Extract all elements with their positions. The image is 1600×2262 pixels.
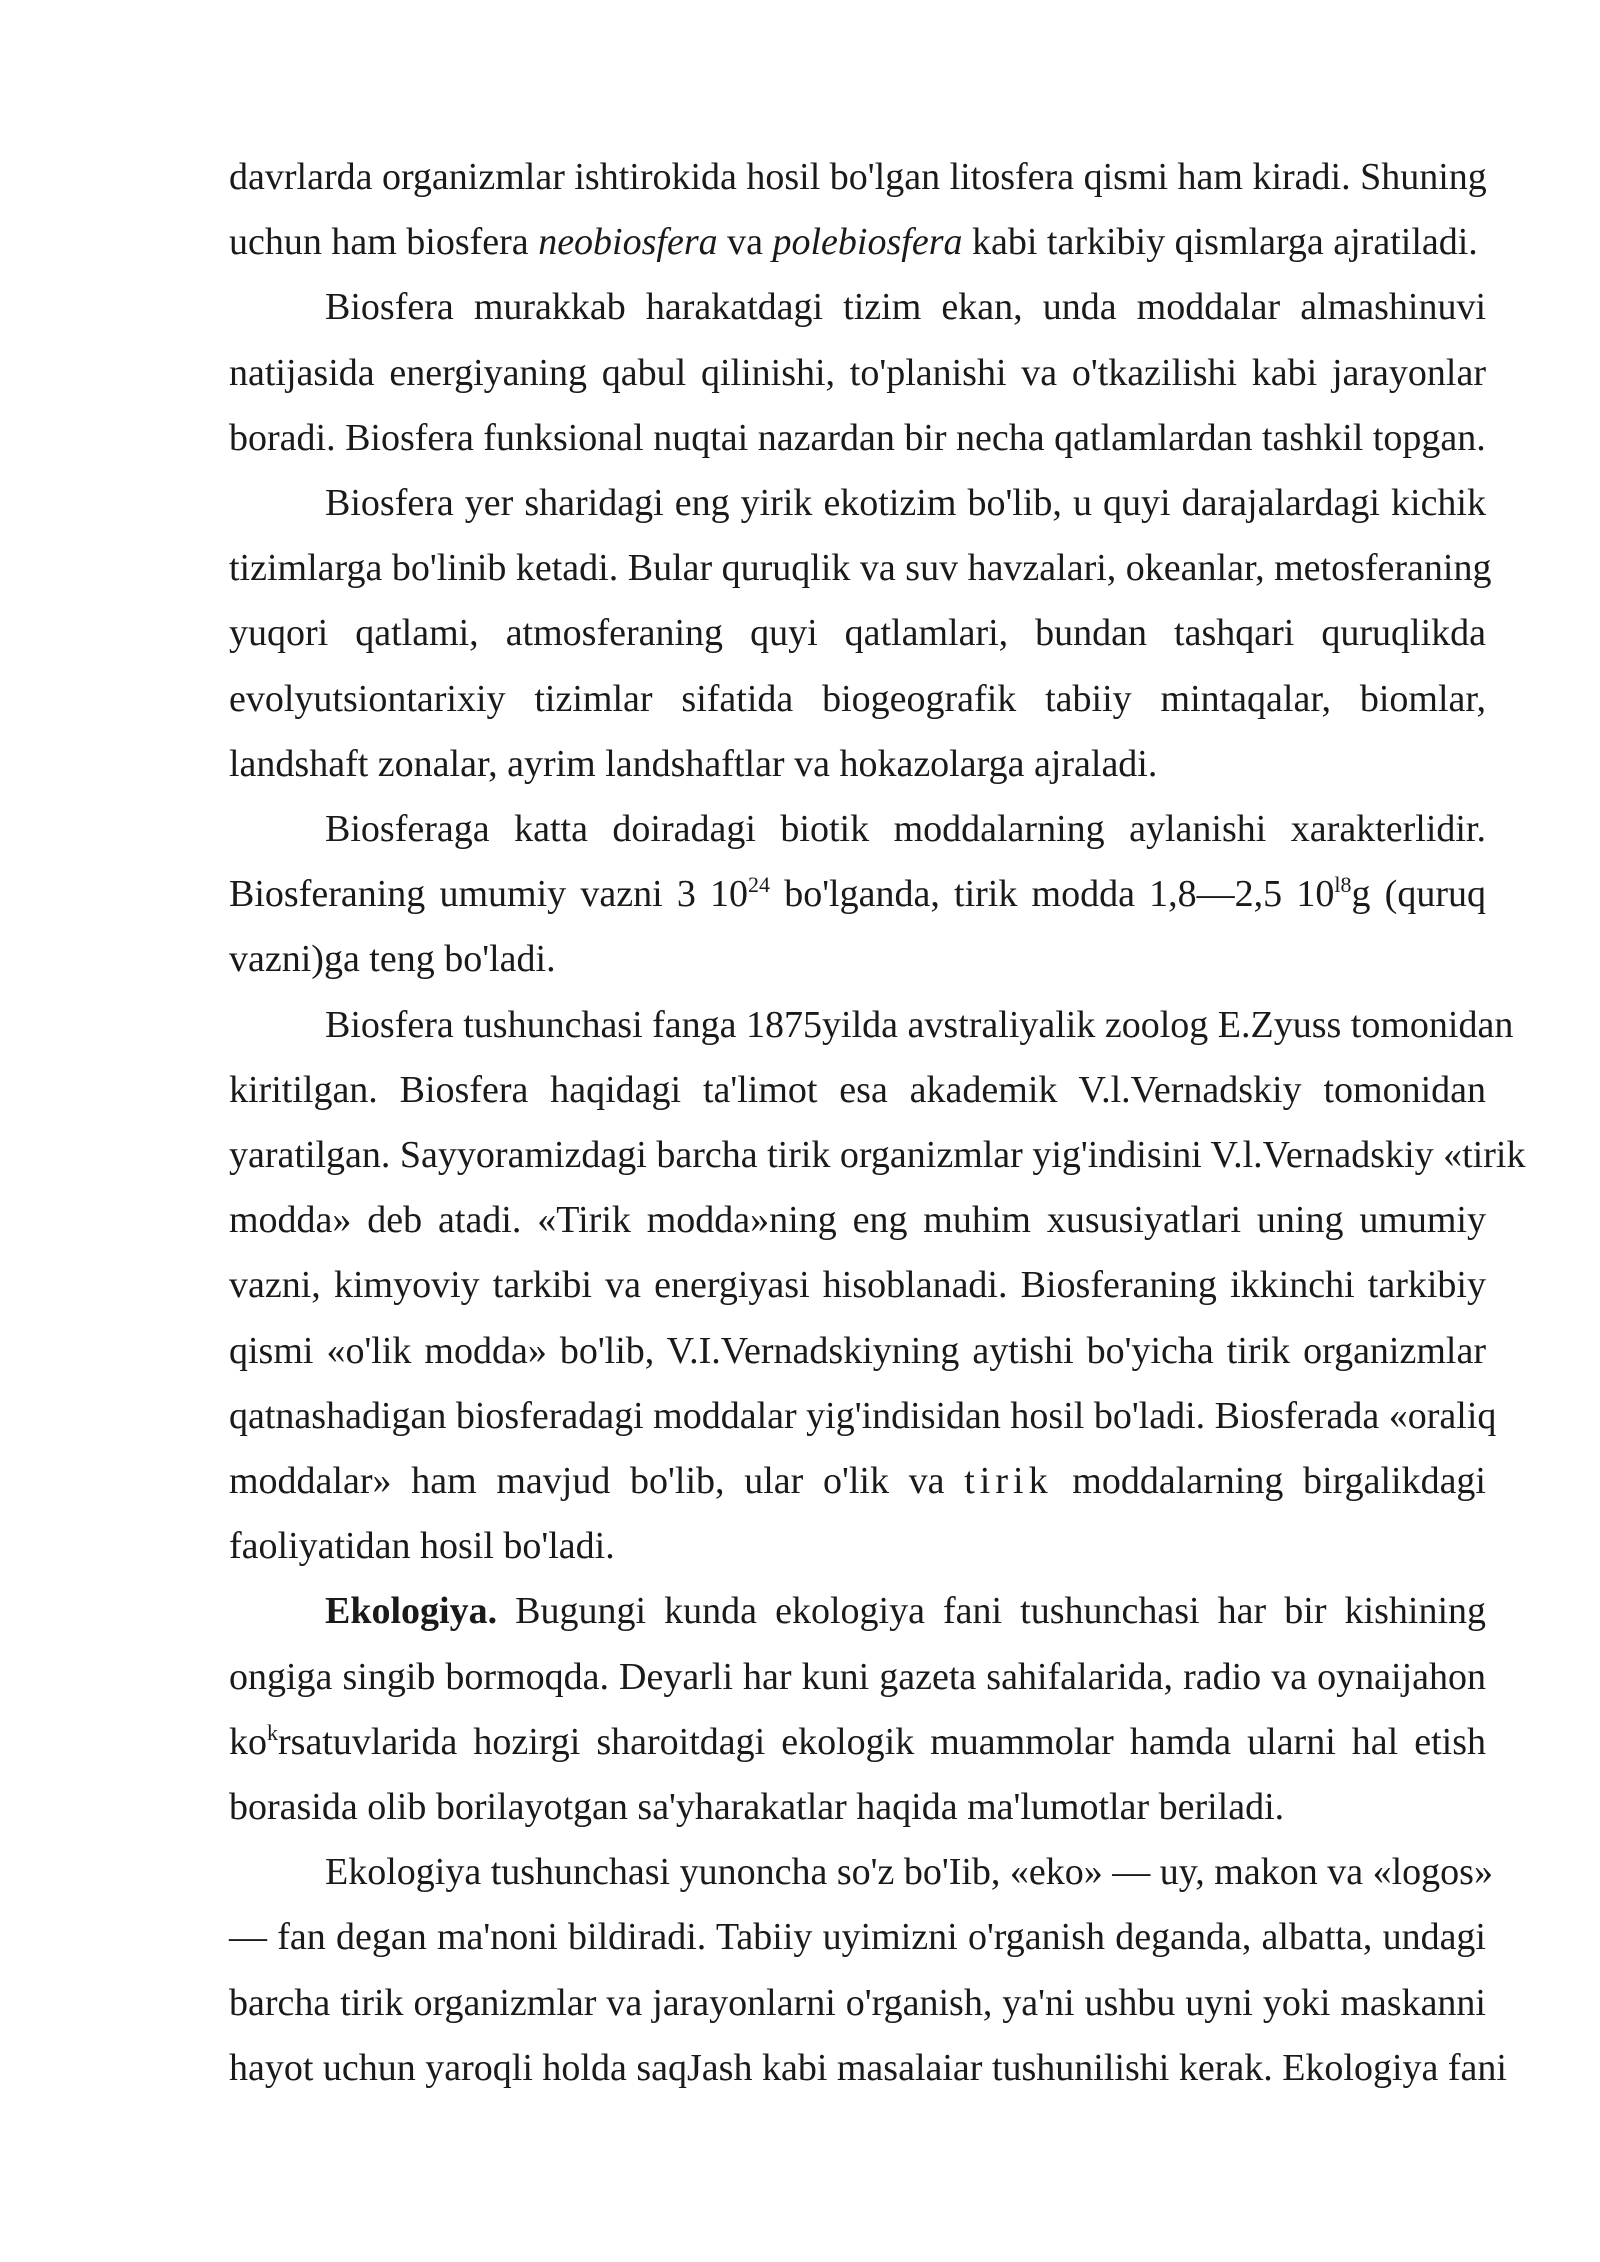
text-line bbox=[229, 1710, 1486, 1775]
paragraph-7 bbox=[229, 1840, 1507, 2101]
text-line: ongiga singib bormoqda. Deyarli har kuni gazeta sahifalarida, radio va oynaijahon bbox=[229, 1655, 1486, 1698]
text-line bbox=[229, 1449, 1486, 1514]
text-line: natijasida energiyaning qabul qilinishi, to'planishi va o'tkazilishi kabi jarayonlar bbox=[229, 351, 1486, 394]
text-span: Biosferaning umumiy vazni 3 10 bbox=[229, 873, 749, 916]
text-line: landshaft zonalar, ayrim landshaftlar va hokazolarga ajraladi. bbox=[229, 742, 1158, 785]
text-span: bo'lganda, tirik modda 1,8—2,5 10 bbox=[770, 873, 1335, 916]
text-line: — fan degan ma'noni bildiradi. Tabiiy uyimizni o'rganish deganda, albatta, undagi bbox=[229, 1916, 1486, 1959]
document-page bbox=[229, 145, 1526, 2101]
text-line: borasida olib borilayotgan sa'yharakatlar haqida ma'lumotlar beriladi. bbox=[229, 1786, 1285, 1829]
text-line: barcha tirik organizmlar va jarayonlarni o'rganish, ya'ni ushbu uyni yoki maskanni bbox=[229, 1981, 1486, 2024]
text-span: moddalarning birgalikdagi bbox=[1052, 1460, 1486, 1503]
text-line: vazni, kimyoviy tarkibi va energiyasi hisoblanadi. Biosferaning ikkinchi tarkibiy bbox=[229, 1264, 1486, 1307]
text-line: tizimlarga bo'linib ketadi. Bular quruqlik va suv havzalari, okeanlar, metosferaning bbox=[229, 547, 1492, 590]
superscript: k bbox=[267, 1719, 278, 1745]
text-span: rsatuvlarida hozirgi sharoitdagi ekologik muammolar hamda ularni hal etish bbox=[278, 1720, 1486, 1763]
text-line: Ekologiya tushunchasi yunoncha so'z bo'Iib, «eko» — uy, makon va «logos» bbox=[325, 1851, 1493, 1894]
text-line: qatnashadigan biosferadagi moddalar yig'indisidan hosil bo'ladi. Biosferada «oraliq bbox=[229, 1394, 1497, 1437]
text-line: Biosfera yer sharidagi eng yirik ekotizim bo'lib, u quyi darajalardagi kichik bbox=[325, 482, 1486, 525]
text-line: Biosferaga katta doiradagi biotik moddalarning aylanishi xarakterlidir. bbox=[325, 808, 1486, 851]
text-line: faoliyatidan hosil bo'ladi. bbox=[229, 1525, 615, 1568]
text-span: kabi tarkibiy qismlarga ajratiladi. bbox=[962, 221, 1478, 264]
superscript: l8 bbox=[1334, 872, 1352, 898]
text-line: Biosfera murakkab harakatdagi tizim ekan, unda moddalar almashinuvi bbox=[325, 286, 1486, 329]
text-line: vazni)ga teng bo'ladi. bbox=[229, 938, 556, 981]
text-line: yaratilgan. Sayyoramizdagi barcha tirik organizmlar yig'indisini V.l.Vernadskiy «tirik bbox=[229, 1134, 1526, 1177]
text-line: modda» deb atadi. «Tirik modda»ning eng muhim xususiyatlari uning umumiy bbox=[229, 1199, 1486, 1242]
italic-term: polebiosfera bbox=[772, 221, 963, 264]
text-span: moddalar» ham mavjud bo'lib, ular o'lik va bbox=[229, 1460, 965, 1503]
text-line: boradi. Biosfera funksional nuqtai nazardan bir necha qatlamlardan tashkil topgan. bbox=[229, 416, 1486, 459]
text-span: g (quruq bbox=[1351, 873, 1486, 916]
text-span: ko bbox=[229, 1720, 267, 1763]
text-line: yuqori qatlami, atmosferaning quyi qatlamlari, bundan tashqari quruqlikda bbox=[229, 612, 1486, 655]
superscript: 24 bbox=[748, 872, 771, 898]
text-line: Biosfera tushunchasi fanga 1875yilda avstraliyalik zoolog E.Zyuss tomonidan bbox=[325, 1003, 1514, 1046]
text-span: Bugungi kunda ekologiya fani tushunchasi har bir kishining bbox=[497, 1590, 1486, 1633]
spaced-word: tirik bbox=[964, 1460, 1053, 1503]
paragraph-3 bbox=[229, 471, 1492, 797]
text-line bbox=[229, 862, 1486, 927]
paragraph-2 bbox=[229, 275, 1486, 471]
paragraph-5 bbox=[229, 993, 1526, 1580]
text-line bbox=[229, 1579, 1486, 1644]
text-line: davrlarda organizmlar ishtirokida hosil bo'lgan litosfera qismi ham kiradi. Shuning bbox=[229, 156, 1487, 198]
text-line: qismi «o'lik modda» bo'lib, V.I.Vernadskiyning aytishi bo'yicha tirik organizmlar bbox=[229, 1329, 1486, 1372]
italic-term: neobiosfera bbox=[538, 221, 718, 264]
text-line: kiritilgan. Biosfera haqidagi ta'limot esa akademik V.l.Vernadskiy tomonidan bbox=[229, 1068, 1486, 1111]
text-line: evolyutsiontarixiy tizimlar sifatida biogeografik tabiiy mintaqalar, biomlar, bbox=[229, 677, 1486, 720]
paragraph-4 bbox=[229, 797, 1486, 993]
text-span: uchun ham biosfera bbox=[229, 221, 539, 264]
paragraph-1 bbox=[229, 145, 1486, 275]
text-line bbox=[229, 210, 1486, 275]
paragraph-6 bbox=[229, 1579, 1486, 1840]
text-span: va bbox=[717, 221, 773, 264]
text-line: hayot uchun yaroqli holda saqJash kabi masalaiar tushunilishi kerak. Ekologiya fani bbox=[229, 2046, 1507, 2089]
section-heading: Ekologiya. bbox=[325, 1590, 498, 1633]
